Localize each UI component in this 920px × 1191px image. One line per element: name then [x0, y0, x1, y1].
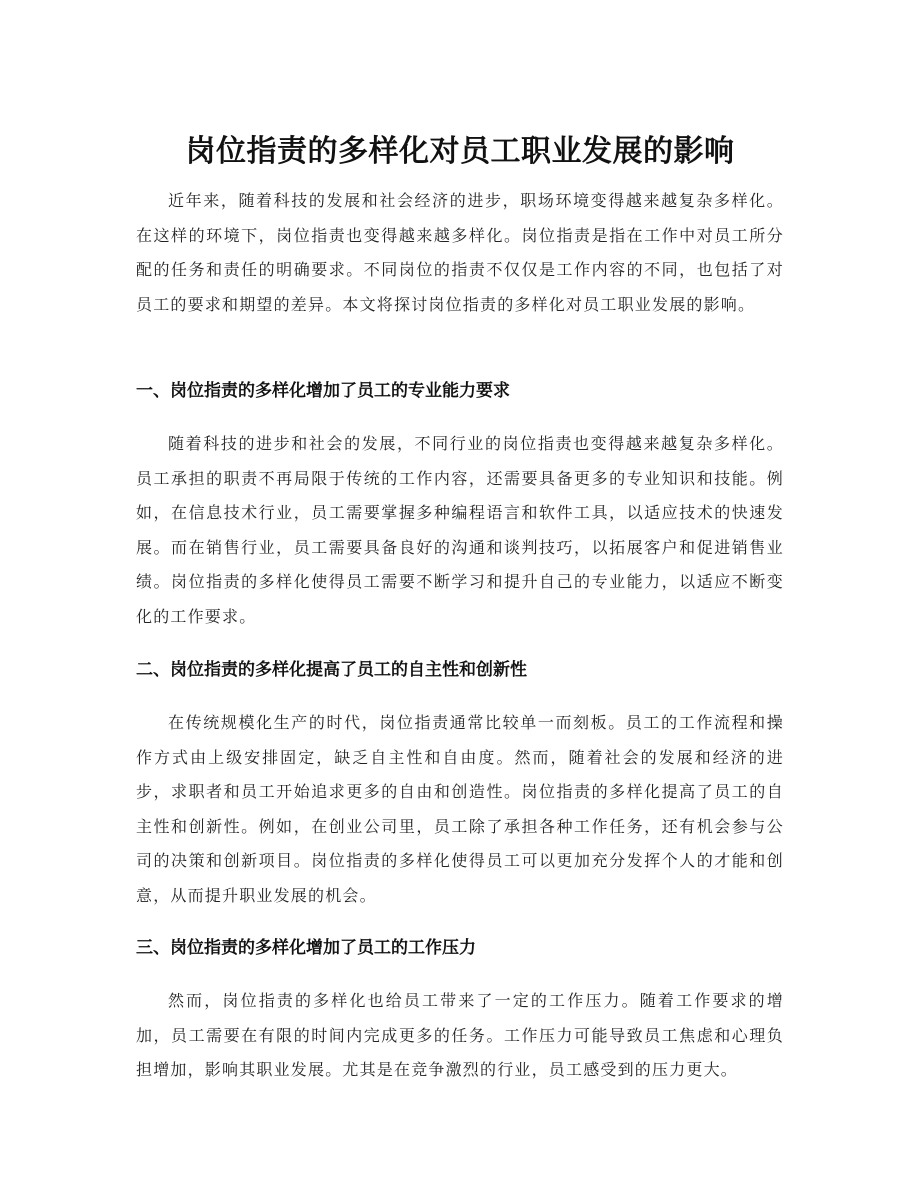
document-title: 岗位指责的多样化对员工职业发展的影响	[185, 134, 735, 170]
section-3-heading: 三、岗位指责的多样化增加了员工的工作压力	[136, 938, 476, 958]
section-3-paragraph: 然而，岗位指责的多样化也给员工带来了一定的工作压力。随着工作要求的增加，员工需要在有限的时间内完成更多的任务。工作压力可能导致员工焦虑和心理负担增加，影响其职业发展。尤其是在竞争激烈的行业，员工感受到的压力更大。	[136, 991, 784, 1080]
section-2-paragraph: 在传统规模化生产的时代，岗位指责通常比较单一而刻板。员工的工作流程和操作方式由上级安排固定，缺乏自主性和自由度。然而，随着社会的发展和经济的进步，求职者和员工开始追求更多的自由和创造性。岗位指责的多样化提高了员工的自主性和创新性。例如，在创业公司里，员工除了承担各种工作任务，还有机会参与公司的决策和创新项目。岗位指责的多样化使得员工可以更加充分发挥个人的才能和创意，从而提升职业发展的机会。	[136, 713, 784, 905]
section-1-heading: 一、岗位指责的多样化增加了员工的专业能力要求	[136, 381, 510, 401]
section-1-paragraph: 随着科技的进步和社会的发展，不同行业的岗位指责也变得越来越复杂多样化。员工承担的职责不再局限于传统的工作内容，还需要具备更多的专业知识和技能。例如，在信息技术行业，员工需要掌握多种编程语言和软件工具，以适应技术的快速发展。而在销售行业，员工需要具备良好的沟通和谈判技巧，以拓展客户和促进销售业绩。岗位指责的多样化使得员工需要不断学习和提升自己的专业能力，以适应不断变化的工作要求。	[136, 434, 784, 626]
section-2-heading: 二、岗位指责的多样化提高了员工的自主性和创新性	[136, 660, 527, 680]
intro-paragraph: 近年来，随着科技的发展和社会经济的进步，职场环境变得越来越复杂多样化。在这样的环境下，岗位指责也变得越来越多样化。岗位指责是指在工作中对员工所分配的任务和责任的明确要求。不同岗位的指责不仅仅是工作内容的不同，也包括了对员工的要求和期望的差异。本文将探讨岗位指责的多样化对员工职业发展的影响。	[136, 191, 784, 314]
